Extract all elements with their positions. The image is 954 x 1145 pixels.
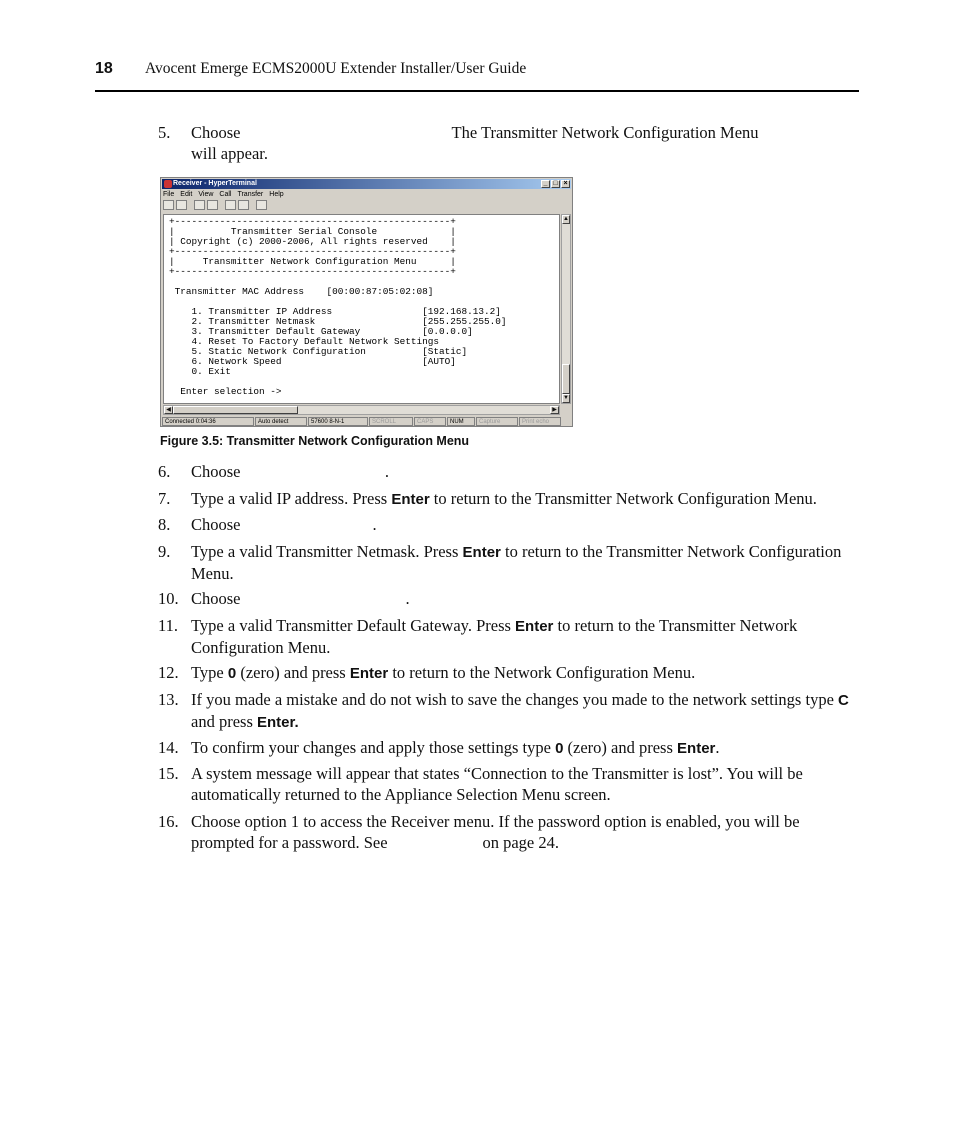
text-run: to return to the Transmitter Network Configuration Menu. xyxy=(191,616,802,657)
new-icon[interactable] xyxy=(163,200,174,210)
step-number: 12. xyxy=(158,663,179,682)
status-connected: Connected 0:04:36 xyxy=(162,417,254,426)
step-text xyxy=(191,689,858,733)
vertical-scrollbar[interactable] xyxy=(561,214,571,404)
text-run: Choose xyxy=(191,515,241,534)
step-16 xyxy=(158,811,858,853)
step-number: 7. xyxy=(158,489,171,508)
step-number: 10. xyxy=(158,589,179,608)
key-name: Enter xyxy=(515,618,554,635)
scroll-thumb[interactable] xyxy=(562,364,570,394)
status-num: NUM xyxy=(447,417,475,426)
menu-file[interactable]: File xyxy=(163,191,175,198)
step-8 xyxy=(158,514,858,535)
step-text xyxy=(191,588,858,609)
toolbar xyxy=(163,200,267,212)
hyperterminal-icon xyxy=(164,180,172,188)
step-14 xyxy=(158,737,858,759)
key-name: 0 xyxy=(555,740,564,757)
step-text xyxy=(191,122,858,164)
step-number: 16. xyxy=(158,812,179,831)
status-capture: Capture xyxy=(476,417,518,426)
step-result: The Transmitter Network Configuration Menu xyxy=(451,123,759,142)
text-run: (zero) and press xyxy=(563,738,678,757)
text-run: A system message will appear that states “Connection to the Transmitter is lost”. You will be automatically returned to the Appliance Selection Menu screen. xyxy=(191,764,807,804)
text-run: to return to the Transmitter Network Configuration Menu. xyxy=(191,542,846,583)
text-run: and press xyxy=(191,690,853,731)
step-7 xyxy=(158,488,858,510)
menu-help[interactable]: Help xyxy=(269,191,284,198)
horizontal-scrollbar[interactable] xyxy=(163,405,560,415)
step-9 xyxy=(158,541,858,584)
scroll-left-icon[interactable]: ◀ xyxy=(164,406,173,414)
menu-bar xyxy=(163,190,284,199)
status-baud: 57600 8-N-1 xyxy=(308,417,368,426)
menu-edit[interactable]: Edit xyxy=(180,191,193,198)
menu-call[interactable]: Call xyxy=(219,191,232,198)
text-run: to return to the Transmitter Network Configuration Menu. xyxy=(429,489,817,508)
disconnect-icon[interactable] xyxy=(207,200,218,210)
window-titlebar xyxy=(162,179,571,189)
connect-icon[interactable] xyxy=(194,200,205,210)
step-number: 14. xyxy=(158,738,179,757)
text-run: . xyxy=(715,738,720,757)
text-run: Type a valid Transmitter Netmask. Press xyxy=(191,542,463,561)
send-icon[interactable] xyxy=(225,200,236,210)
terminal-text: +-------------------------------------------------+ | Transmitter Serial Console | | Copyright (c) 2000-2006, All rights reserved | +-------------------------------------------------+ | Transmitter Network Configuration Menu | +-------------------------------------------------+ Transmitter MAC Address [00:00:87:05:02:08] 1. Transmitter IP Address [192.168.13.2] 2. Transmitter Netmask [255.255.255.0] 3. Transmitter Default Gateway [0.0.0.0] 4. Reset To Factory Default Network Settings 5. Static Network Configuration [Static] 6. Network Speed [AUTO] 0. Exit Enter selection -> xyxy=(169,216,507,397)
step-6 xyxy=(158,461,858,482)
key-name: 0 xyxy=(227,665,237,682)
step-number: 9. xyxy=(158,542,171,561)
step-number: 8. xyxy=(158,515,171,534)
page-header xyxy=(95,58,859,92)
step-lead: Choose xyxy=(191,123,241,142)
status-print-echo: Print echo xyxy=(519,417,561,426)
step-text xyxy=(191,615,858,658)
key-name: C xyxy=(838,692,849,709)
open-icon[interactable] xyxy=(176,200,187,210)
status-detect: Auto detect xyxy=(255,417,307,426)
properties-icon[interactable] xyxy=(256,200,267,210)
text-run: . xyxy=(240,462,389,481)
figure-caption: Figure 3.5: Transmitter Network Configuration Menu xyxy=(160,434,470,448)
guide-title: Avocent Emerge ECMS2000U Extender Installer/User Guide xyxy=(145,60,527,77)
step-13 xyxy=(158,689,858,733)
step-text xyxy=(191,461,858,482)
text-run: Type a valid Transmitter Default Gateway. Press xyxy=(191,616,516,635)
status-caps: CAPS xyxy=(414,417,446,426)
step-text xyxy=(191,811,858,853)
step-11 xyxy=(158,615,858,658)
receive-icon[interactable] xyxy=(238,200,249,210)
step-5 xyxy=(158,122,858,164)
window-title: Receiver - HyperTerminal xyxy=(173,180,257,187)
minimize-icon[interactable]: _ xyxy=(541,180,550,188)
key-name: Enter xyxy=(462,544,501,561)
status-scroll: SCROLL xyxy=(369,417,413,426)
step-text xyxy=(191,662,858,684)
menu-transfer[interactable]: Transfer xyxy=(237,191,264,198)
step-text xyxy=(191,737,858,759)
step-text xyxy=(191,514,858,535)
key-name: Enter xyxy=(391,491,430,508)
step-continuation: will appear. xyxy=(191,144,268,163)
close-icon[interactable]: × xyxy=(561,180,570,188)
text-run: . xyxy=(240,515,377,534)
key-name: Enter xyxy=(349,665,389,682)
terminal-screen[interactable] xyxy=(163,214,560,404)
text-run: to return to the Network Configuration Menu. xyxy=(388,663,696,682)
scroll-up-icon[interactable]: ▲ xyxy=(563,216,569,222)
scroll-down-icon[interactable]: ▼ xyxy=(563,395,569,401)
step-15 xyxy=(158,763,858,805)
hyperterminal-window xyxy=(160,177,573,427)
step-number: 13. xyxy=(158,690,179,709)
step-10 xyxy=(158,588,858,609)
step-number: 11. xyxy=(158,616,179,635)
step-text xyxy=(191,763,858,805)
step-number: 5. xyxy=(158,123,171,142)
text-run: If you made a mistake and do not wish to save the changes you made to the network settings type xyxy=(191,690,839,709)
key-name: Enter xyxy=(677,740,716,757)
text-run: on page 24. xyxy=(482,833,559,852)
step-12 xyxy=(158,662,858,684)
text-run: Choose xyxy=(191,589,241,608)
step-number: 15. xyxy=(158,764,179,783)
maximize-icon[interactable]: □ xyxy=(551,180,560,188)
key-name: Enter. xyxy=(256,714,299,731)
page-number: 18 xyxy=(95,60,113,77)
text-run: Choose option 1 to access the Receiver menu. If the password option is enabled, you will be prompted for a password. See xyxy=(191,812,804,852)
text-run xyxy=(392,833,483,852)
step-text xyxy=(191,541,858,584)
status-bar xyxy=(162,417,571,426)
text-run: Choose xyxy=(191,462,241,481)
text-run: (zero) and press xyxy=(236,663,350,682)
text-run: . xyxy=(240,589,410,608)
scroll-right-icon[interactable]: ▶ xyxy=(550,406,559,414)
step-text xyxy=(191,488,858,510)
menu-view[interactable]: View xyxy=(198,191,214,198)
step-number: 6. xyxy=(158,462,171,481)
text-run: Type a valid IP address. Press xyxy=(191,489,392,508)
text-run: Type xyxy=(191,663,228,682)
text-run: To confirm your changes and apply those settings type xyxy=(191,738,556,757)
hscroll-thumb[interactable] xyxy=(173,406,298,414)
